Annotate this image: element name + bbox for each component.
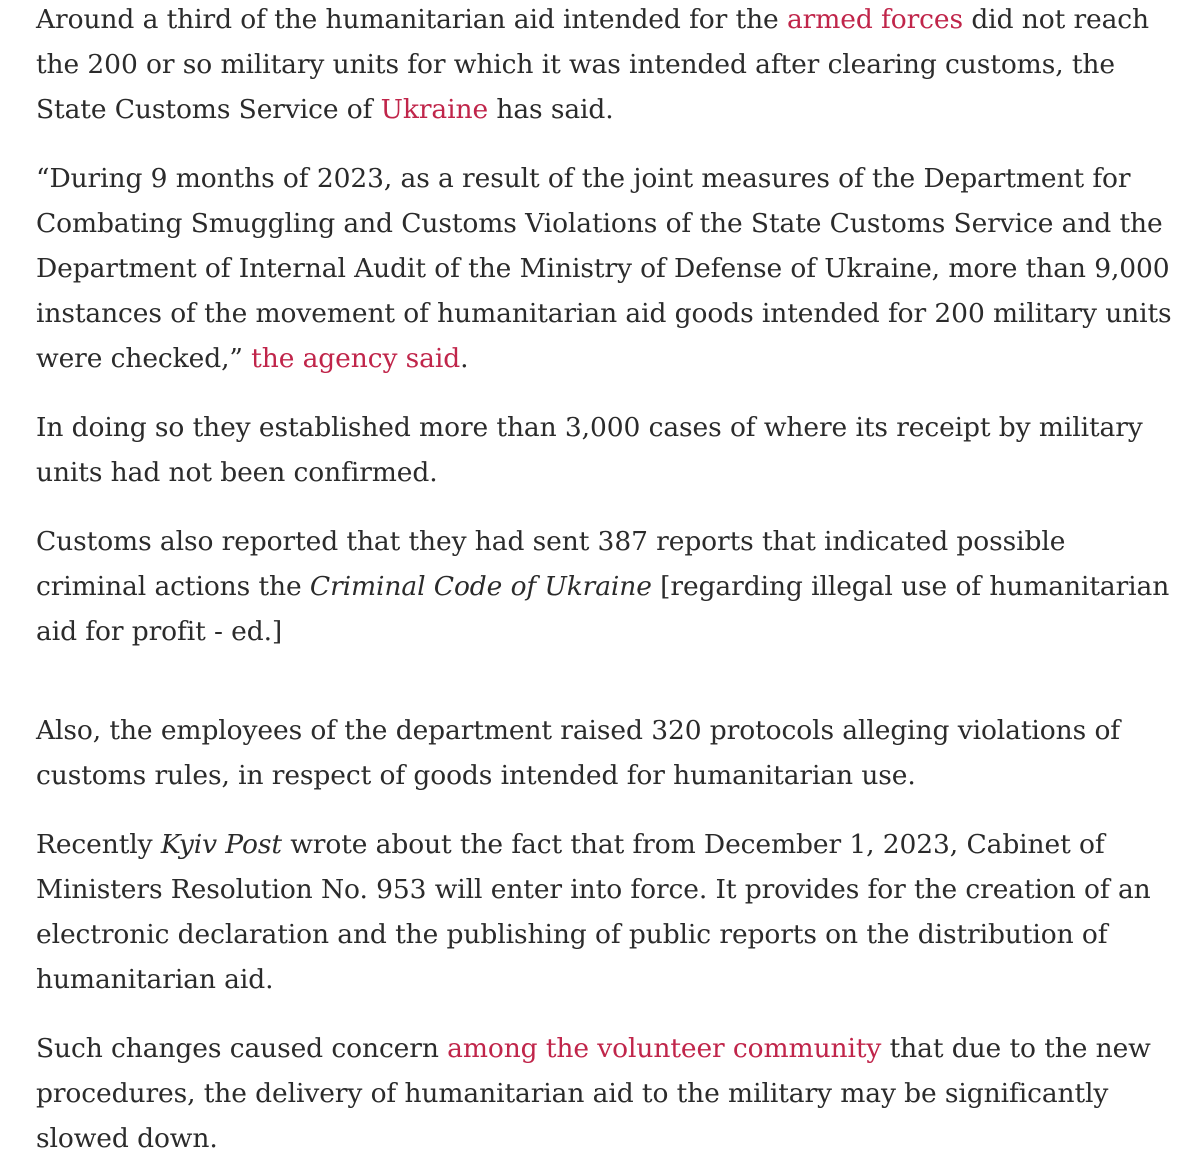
- paragraph-1-text-c: has said.: [488, 94, 614, 125]
- paragraph-2-end: .: [460, 343, 469, 374]
- paragraph-6: [36, 822, 1176, 1002]
- agency-said-link[interactable]: the agency said: [251, 343, 461, 374]
- paragraph-6-text-a: Recently: [36, 829, 161, 860]
- paragraph-4: [36, 519, 1176, 654]
- paragraph-3-text: In doing so they established more than 3,000 cases of where its receipt by military units had not been confirmed.: [36, 412, 1143, 488]
- paragraph-5-text: Also, the employees of the department raised 320 protocols alleging violations of customs rules, in respect of goods intended for humanitarian use.: [36, 715, 1121, 791]
- paragraph-6-text-b: wrote about the fact that from December 1, 2023, Cabinet of Ministers Resolution No. 953 will enter into force. It provides for the creation of an electronic declaration and the publishing of public reports on the distribution of humanitarian aid.: [36, 829, 1151, 995]
- paragraph-7: [36, 1026, 1176, 1161]
- paragraph-3: [36, 405, 1176, 495]
- paragraph-4-text-a: Customs also reported that they had sent 387 reports that indicated possible criminal actions the: [36, 526, 1066, 602]
- paragraph-5: [36, 708, 1176, 798]
- armed-forces-link[interactable]: armed forces: [786, 4, 963, 35]
- paragraph-2-quote: “During 9 months of 2023, as a result of the joint measures of the Department for Combating Smuggling and Customs Violations of the State Customs Service and the Department of Internal Audit of the Ministry of Defense of Ukraine, more than 9,000 instances of the movement of humanitarian aid goods intended for 200 military units were checked,”: [36, 163, 1172, 374]
- paragraph-7-text-a: Such changes caused concern: [36, 1033, 448, 1064]
- paragraph-1-text-a: Around a third of the humanitarian aid intended for the: [36, 4, 787, 35]
- ukraine-link[interactable]: Ukraine: [380, 94, 489, 125]
- paragraph-1: [36, 0, 1176, 132]
- paragraph-2: [36, 156, 1176, 381]
- paragraph-4-text-b: [regarding illegal use of humanitarian aid for profit - ed.]: [36, 571, 1170, 647]
- paragraph-1-text-b: did not reach the 200 or so military units for which it was intended after clearing customs, the State Customs Service of: [36, 4, 1150, 125]
- volunteer-community-link[interactable]: among the volunteer community: [447, 1033, 882, 1064]
- kyiv-post-name: Kyiv Post: [160, 829, 282, 860]
- criminal-code-title: Criminal Code of Ukraine: [309, 571, 652, 602]
- paragraph-7-text-b: that due to the new procedures, the delivery of humanitarian aid to the military may be significantly slowed down.: [36, 1033, 1151, 1154]
